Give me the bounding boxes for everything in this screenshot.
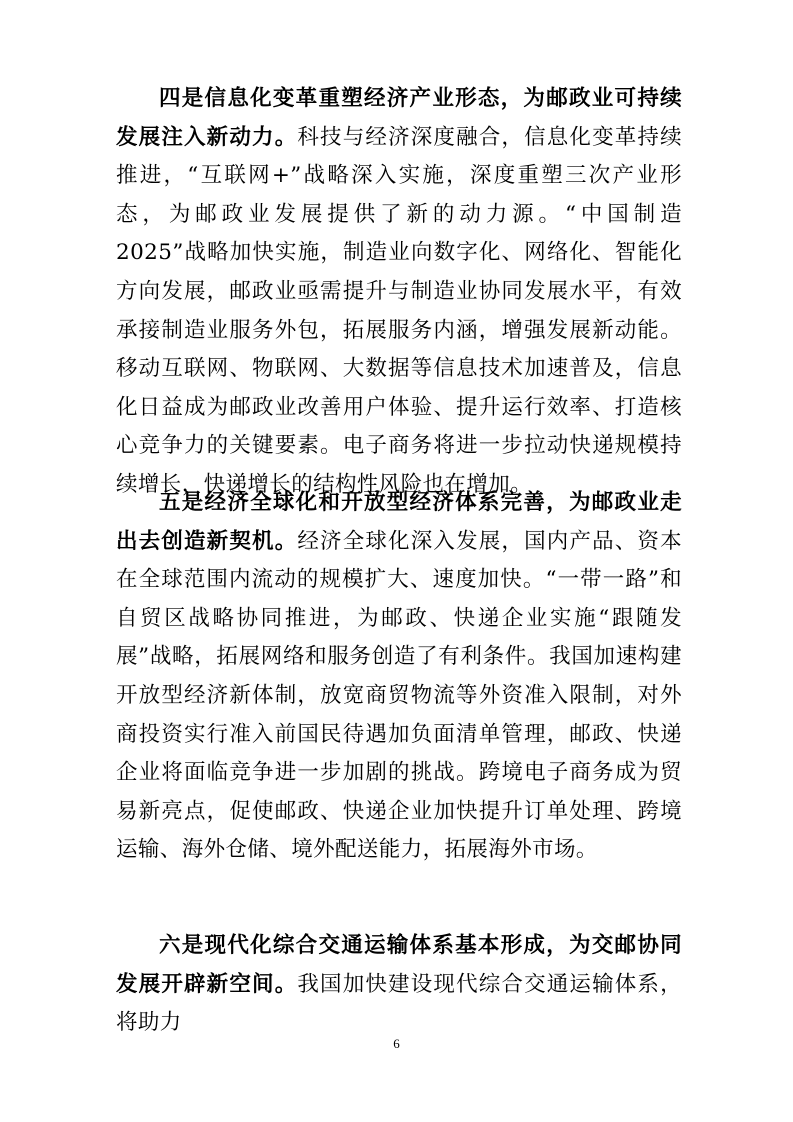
- paragraph-informatization: [116, 80, 682, 505]
- paragraph-body: 科技与经济深度融合，信息化变革持续推进，“互联网+”战略深入实施，深度重塑三次产业形态，为邮政业发展提供了新的动力源。“中国制造 2025”战略加快实施，制造业向数字化、网络化、智能化方向发展，邮政业亟需提升与制造业协同发展水平，有效承接制造业服务外包，拓展服务内涵，增强发展新动能。移动互联网、物联网、大数据等信息技术加速普及，信息化日益成为邮政业改善用户体验、提升运行效率、打造核心竞争力的关键要素。电子商务将进一步拉动快递规模持续增长，快递增长的结构性风险也在增加。: [116, 124, 682, 497]
- paragraph-lead: 五是经济全球化和开放型经济体系完善，为邮政业走出去创造新契机。: [116, 490, 682, 554]
- paragraph-transport-system: [116, 927, 682, 1043]
- paragraph-lead: 六是现代化综合交通运输体系基本形成，为交邮协同发展开辟新空间。: [116, 933, 682, 997]
- paragraph-lead: 四是信息化变革重塑经济产业形态，为邮政业可持续发展注入新动力。: [116, 86, 682, 150]
- paragraph-globalization: [116, 484, 682, 870]
- paragraph-body: 经济全球化深入发展，国内产品、资本在全球范围内流动的规模扩大、速度加快。“一带一路”和自贸区战略协同推进，为邮政、快递企业实施“跟随发展”战略，拓展网络和服务创造了有利条件。我国加速构建开放型经济新体制，放宽商贸物流等外资准入限制，对外商投资实行准入前国民待遇加负面清单管理，邮政、快递企业将面临竞争进一步加剧的挑战。跨境电子商务成为贸易新亮点，促使邮政、快递企业加快提升订单处理、跨境运输、海外仓储、境外配送能力，拓展海外市场。: [116, 528, 682, 863]
- page-number: 6: [393, 1036, 400, 1051]
- paragraph-body: 我国加快建设现代综合交通运输体系，将助力: [116, 971, 682, 1036]
